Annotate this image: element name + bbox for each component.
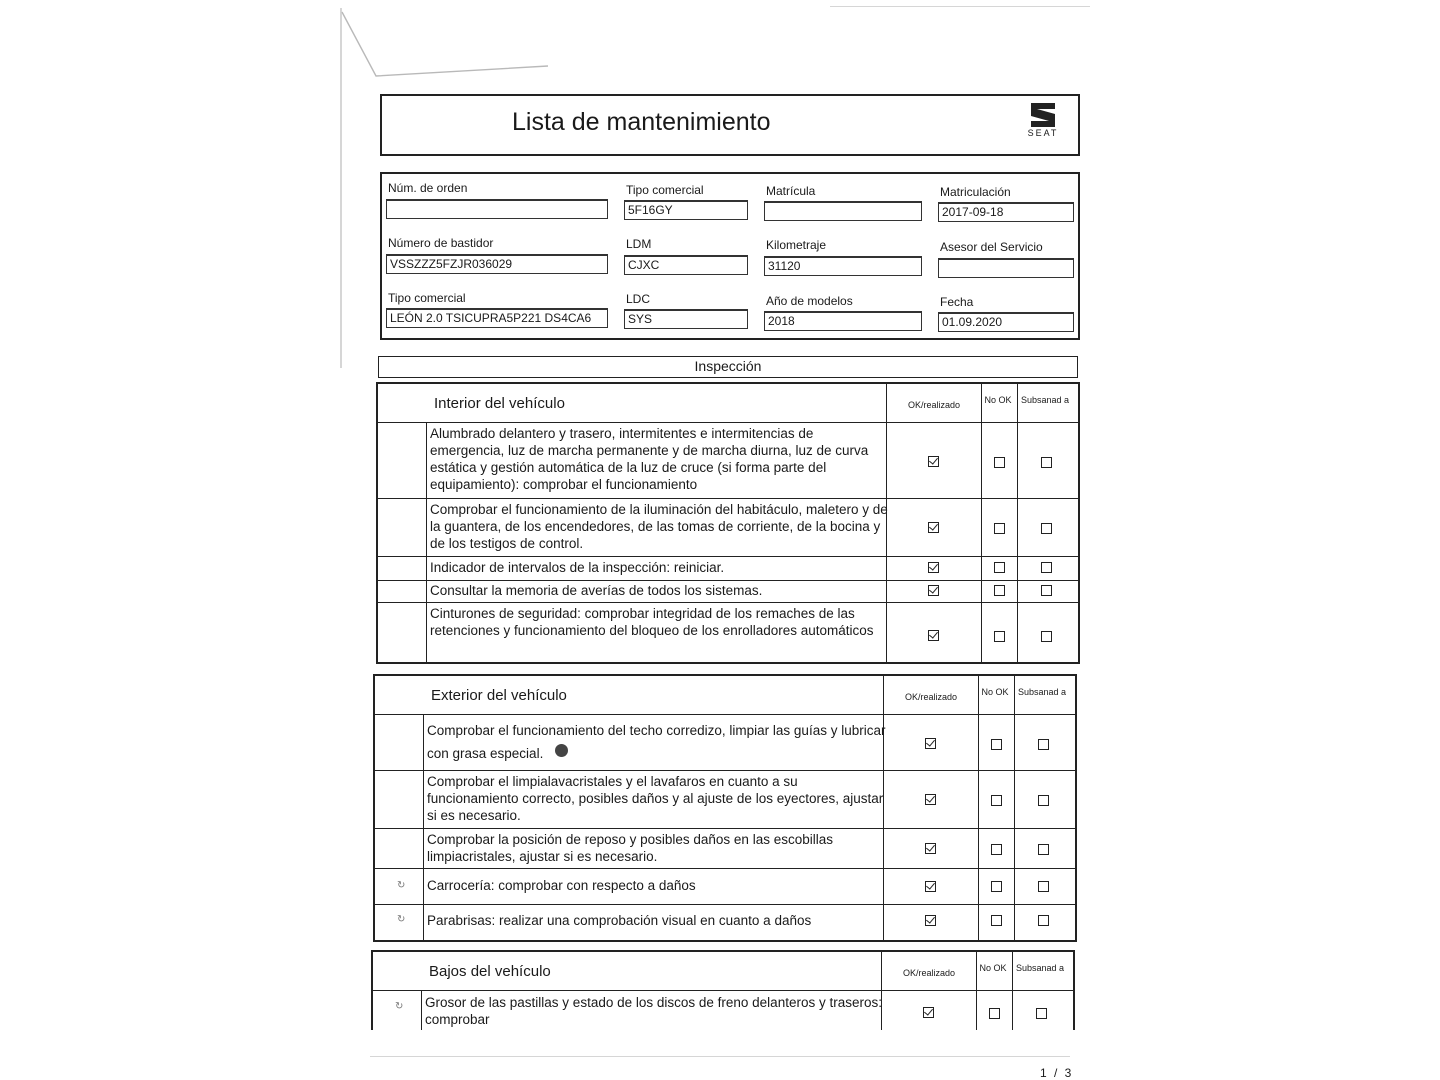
section-title: Bajos del vehículo [429,963,551,980]
table-row [375,770,1075,829]
table-row [375,868,1075,905]
no-ok-checkbox[interactable] [994,562,1005,573]
col-subsanada-header: Subsanad a [1017,687,1067,697]
tipo-comercial-desc-label: Tipo comercial [388,291,466,305]
col-ok-header: OK/realizado [904,692,958,702]
subsanada-checkbox[interactable] [1041,562,1052,573]
table-row [373,990,1073,1032]
document-title: Lista de mantenimiento [512,108,771,136]
section-title: Exterior del vehículo [431,687,567,704]
matricula-label: Matrícula [766,184,816,198]
kilometraje-label: Kilometraje [766,238,827,252]
subsanada-checkbox[interactable] [1041,457,1052,468]
matriculacion-label: Matriculación [940,185,1011,199]
ok-checkbox[interactable] [925,915,936,926]
subsanada-checkbox[interactable] [1038,915,1049,926]
asesor-field [938,258,1074,278]
tick-mark-icon: ↻ [397,914,406,925]
tipo-comercial-code-field: 5F16GY [624,200,748,220]
section-header [375,676,1075,715]
table-row [378,498,1078,557]
row-text [427,719,887,765]
row-text: Consultar la memoria de averías de todos los sistemas. [430,583,763,598]
subsanada-checkbox[interactable] [1038,795,1049,806]
col-ok-header: OK/realizado [907,400,961,410]
seat-logo [1018,102,1068,138]
title-box [380,94,1080,156]
col-no-ok-header: No OK [981,687,1009,697]
ldc-field: SYS [624,309,748,329]
col-subsanada-header: Subsanad a [1015,963,1065,973]
document-page [340,0,1100,1080]
ldm-field: CJXC [624,255,748,275]
ok-checkbox[interactable] [925,794,936,805]
num-orden-label: Núm. de orden [388,181,468,195]
folded-corner-icon [340,6,560,82]
num-orden-field [386,199,608,219]
ano-modelos-field: 2018 [764,311,922,331]
seat-s-icon [1029,102,1057,128]
no-ok-checkbox[interactable] [991,915,1002,926]
row-text: Alumbrado delantero y trasero, intermitentes e intermitencias de emergencia, luz de marcha permanente y de marcha diurna, luz de curva estática y gestión automática de la luz de cruce (si forma parte del equipamiento): comprobar el funcionamiento [430,426,869,492]
table-row [378,602,1078,666]
bastidor-label: Número de bastidor [388,236,494,250]
table-row [375,828,1075,869]
subsanada-checkbox[interactable] [1041,523,1052,534]
ok-checkbox[interactable] [928,630,939,641]
row-text: Comprobar el funcionamiento de la iluminación del habitáculo, maletero y de la guantera, de los encendedores, de las tomas de corriente, de la bocina y de los testigos de control. [430,502,888,551]
row-text: Carrocería: comprobar con respecto a daños [427,878,696,893]
row-text: Indicador de intervalos de la inspección: reiniciar. [430,560,725,575]
subsanada-checkbox[interactable] [1036,1008,1047,1019]
matriculacion-field: 2017-09-18 [938,202,1074,222]
tipo-comercial-code-label: Tipo comercial [626,183,704,197]
row-text: Comprobar la posición de reposo y posibles daños en las escobillas limpiacristales, ajustar si es necesario. [427,832,833,864]
fecha-label: Fecha [940,295,974,309]
no-ok-checkbox[interactable] [991,844,1002,855]
rows-container [373,990,1073,1030]
rows-container [378,422,1078,662]
ok-checkbox[interactable] [928,522,939,533]
rows-container [375,714,1075,940]
section-interior [376,382,1080,664]
asesor-label: Asesor del Servicio [940,240,1043,254]
row-text: Parabrisas: realizar una comprobación visual en cuanto a daños [427,913,812,928]
section-header [373,952,1073,991]
ok-checkbox[interactable] [925,738,936,749]
ok-checkbox[interactable] [928,585,939,596]
row-text: Comprobar el limpialavacristales y el lavafaros en cuanto a su funcionamiento correcto, posibles daños y al ajuste de los eyectores, ajustar si es necesario. [427,774,884,823]
ok-checkbox[interactable] [925,843,936,854]
no-ok-checkbox[interactable] [994,457,1005,468]
ok-checkbox[interactable] [923,1007,934,1018]
section-header [378,384,1078,423]
scan-edge-top [830,6,1090,7]
seat-wordmark: SEAT [1027,128,1059,138]
ok-checkbox[interactable] [928,456,939,467]
ldm-label: LDM [626,237,652,251]
tipo-comercial-desc-field: LEÓN 2.0 TSICUPRA5P221 DS4CA6 [386,308,608,328]
vehicle-fields-box [380,172,1080,340]
col-no-ok-header: No OK [984,395,1012,405]
no-ok-checkbox[interactable] [994,523,1005,534]
col-subsanada-header: Subsanad a [1020,395,1070,405]
ok-checkbox[interactable] [925,881,936,892]
no-ok-checkbox[interactable] [991,795,1002,806]
col-no-ok-header: No OK [979,963,1007,973]
row-text: Cinturones de seguridad: comprobar integridad de los remaches de las retenciones y funcionamiento del bloqueo de los enrolladores automáticos [430,606,874,638]
ldc-label: LDC [626,292,651,306]
fecha-field: 01.09.2020 [938,312,1074,332]
no-ok-checkbox[interactable] [989,1008,1000,1019]
section-bajos [371,950,1075,1030]
matricula-field [764,201,922,221]
kilometraje-field: 31120 [764,256,922,276]
subsanada-checkbox[interactable] [1038,844,1049,855]
tick-mark-icon: ↻ [395,1001,404,1012]
no-ok-checkbox[interactable] [994,631,1005,642]
no-ok-checkbox[interactable] [994,585,1005,596]
bastidor-field: VSSZZZ5FZJR036029 [386,254,608,274]
section-exterior [373,674,1077,942]
page-number: 1 / 3 [1040,1066,1074,1080]
table-row [378,556,1078,581]
inspection-header: Inspección [378,356,1078,378]
table-row [378,422,1078,499]
subsanada-checkbox[interactable] [1038,739,1049,750]
subsanada-checkbox[interactable] [1038,881,1049,892]
col-ok-header: OK/realizado [902,968,956,978]
row-text-content: Comprobar el funcionamiento del techo corredizo, limpiar las guías y lubricar con grasa especial. [427,723,886,761]
subsanada-checkbox[interactable] [1041,631,1052,642]
no-ok-checkbox[interactable] [991,881,1002,892]
ano-modelos-label: Año de modelos [766,294,853,308]
scan-edge-bottom [370,1056,1070,1057]
subsanada-checkbox[interactable] [1041,585,1052,596]
ok-checkbox[interactable] [928,562,939,573]
tick-mark-icon: ↻ [397,880,406,891]
no-ok-checkbox[interactable] [991,739,1002,750]
table-row [378,580,1078,603]
grease-mark-icon [555,744,568,757]
section-title: Interior del vehículo [434,395,565,412]
row-text: Grosor de las pastillas y estado de los discos de freno delanteros y traseros: comprobar [425,995,882,1027]
table-row [375,904,1075,940]
table-row [375,714,1075,771]
